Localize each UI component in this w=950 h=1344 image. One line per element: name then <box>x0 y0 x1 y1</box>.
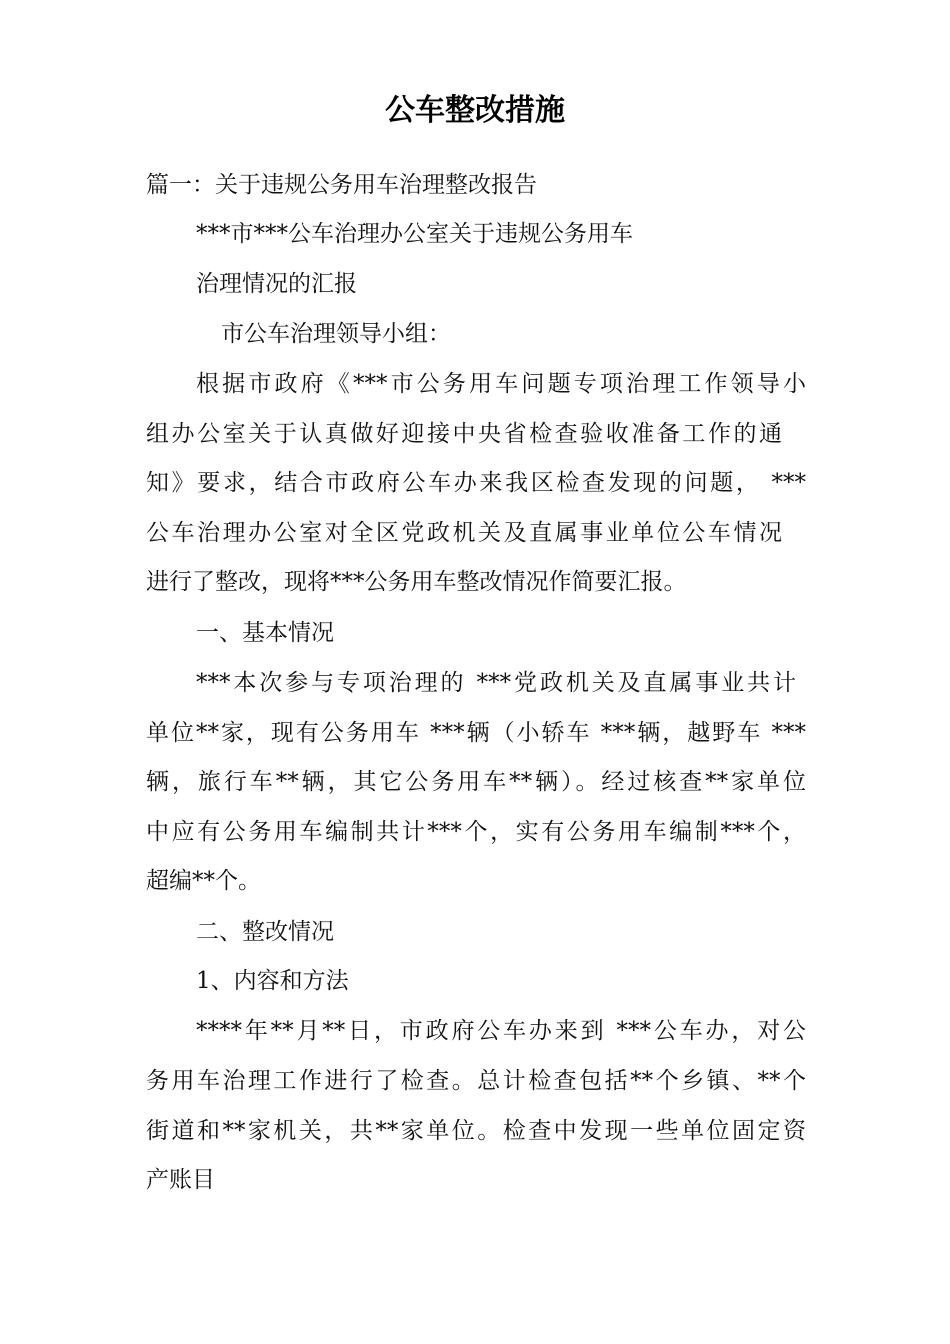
document-title: 公车整改措施 <box>385 93 565 128</box>
paragraph-line: ****年**月**日，市政府公车办来到 ***公车办，对公 <box>196 1018 806 1044</box>
paragraph-line: 街道和**家机关，共**家单位。检查中发现一些单位固定资 <box>146 1118 806 1144</box>
paragraph-line: ***本次参与专项治理的 ***党政机关及直属事业共计 <box>196 670 796 696</box>
report-heading: 篇一：关于违规公务用车治理整改报告 <box>146 172 537 198</box>
paragraph-line: 知》要求，结合市政府公车办来我区检查发现的问题， *** <box>146 470 806 496</box>
paragraph-line: 根据市政府《***市公务用车问题专项治理工作领导小 <box>196 371 806 397</box>
paragraph-line: 务用车治理工作进行了检查。总计检查包括**个乡镇、**个 <box>146 1068 806 1094</box>
paragraph-line: 进行了整改，现将***公务用车整改情况作简要汇报。 <box>146 569 687 595</box>
subsection-heading-method: 1、内容和方法 <box>196 968 349 994</box>
paragraph-line: 超编**个。 <box>146 868 261 894</box>
section-heading-basic: 一、基本情况 <box>196 620 334 646</box>
report-subtitle-line-1: ***市***公车治理办公室关于违规公务用车 <box>196 221 633 247</box>
paragraph-line: 组办公室关于认真做好迎接中央省检查验收准备工作的通 <box>146 421 782 447</box>
paragraph-line: 公车治理办公室对全区党政机关及直属事业单位公车情况 <box>146 520 782 546</box>
salutation: 市公车治理领导小组： <box>221 321 451 347</box>
report-subtitle-line-2: 治理情况的汇报 <box>196 271 357 297</box>
section-heading-rectification: 二、整改情况 <box>196 919 334 945</box>
paragraph-line: 单位**家，现有公务用车 ***辆（小轿车 ***辆，越野车 *** <box>146 720 806 746</box>
paragraph-line: 辆，旅行车**辆，其它公务用车**辆）。经过核查**家单位 <box>146 769 806 795</box>
paragraph-line: 中应有公务用车编制共计***个，实有公务用车编制***个， <box>146 819 806 845</box>
paragraph-line: 产账目 <box>146 1167 215 1193</box>
